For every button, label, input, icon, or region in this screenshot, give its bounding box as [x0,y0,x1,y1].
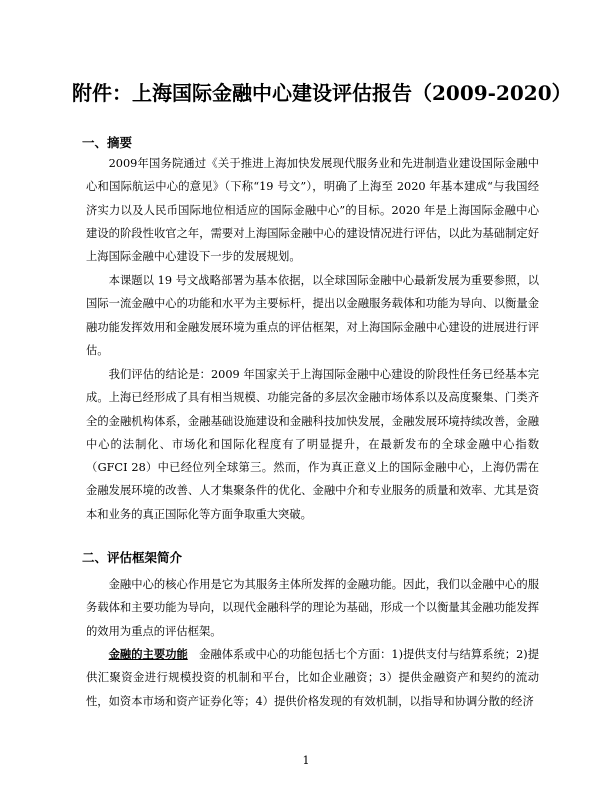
framework-paragraph-1: 金融中心的核心作用是它为其服务主体所发挥的金融功能。因此，我们以金融中心的服务载体和主要功能为导向，以现代金融科学的理论为基础，形成一个以衡量其金融功能发挥的效用为重点的评估框架。 [86,578,539,638]
page-number: 1 [302,754,310,767]
main-functions-lead: 金融的主要功能 [108,647,188,661]
section-heading-summary: 一、摘要 [82,135,133,150]
document-title: 附件：上海国际金融中心建设评估报告（2009-2020） [72,81,572,105]
section-heading-framework: 二、评估框架简介 [82,550,183,565]
framework-paragraph-2 [86,643,539,713]
summary-paragraph-1: 2009年国务院通过《关于推进上海加快发展现代服务业和先进制造业建设国际金融中心和国际航运中心的意见》（下称“19 号文”），明确了上海至 2020 年基本建成“与我国经济实力以及人民币国际地位相适应的国际金融中心”的目标。2020 年是上海国际金融中心建设的阶段性收官之年，需要对上海国际金融中心的建设情况进行评估，以此为基础制定好上海国际金融中心建设下一步的发展规划。 [86,157,539,264]
summary-paragraph-2: 本课题以 19 号文战略部署为基本依据，以全球国际金融中心最新发展为重要参照，以国际一流金融中心的功能和水平为主要标杆，提出以金融服务载体和功能为导向、以衡量金融功能发挥效用和金融发展环境为重点的评估框架，对上海国际金融中心建设的进展进行评估。 [86,274,539,357]
summary-paragraph-3: 我们评估的结论是：2009 年国家关于上海国际金融中心建设的阶段性任务已经基本完成。上海已经形成了具有相当规模、功能完备的多层次金融市场体系以及高度聚集、门类齐全的金融机构体系，金融基础设施建设和金融科技加快发展，金融发展环境持续改善，金融中心的法制化、市场化和国际化程度有了明显提升，在最新发布的全球金融中心指数（GFCI 28）中已经位列全球第三。然而，作为真正意义上的国际金融中心，上海仍需在金融发展环境的改善、人才集聚条件的优化、金融中介和专业服务的质量和效率、尤其是资本和业务的真正国际化等方面争取重大突破。 [86,368,539,521]
main-functions-text: 金融体系或中心的功能包括七个方面：1)提供支付与结算系统；2)提供汇聚资金进行规模投资的机制和平台，比如企业融资；3）提供金融资产和契约的流动性，如资本市场和资产证券化等；4）提供价格发现的有效机制，以指导和协调分散的经济 [86,648,539,708]
